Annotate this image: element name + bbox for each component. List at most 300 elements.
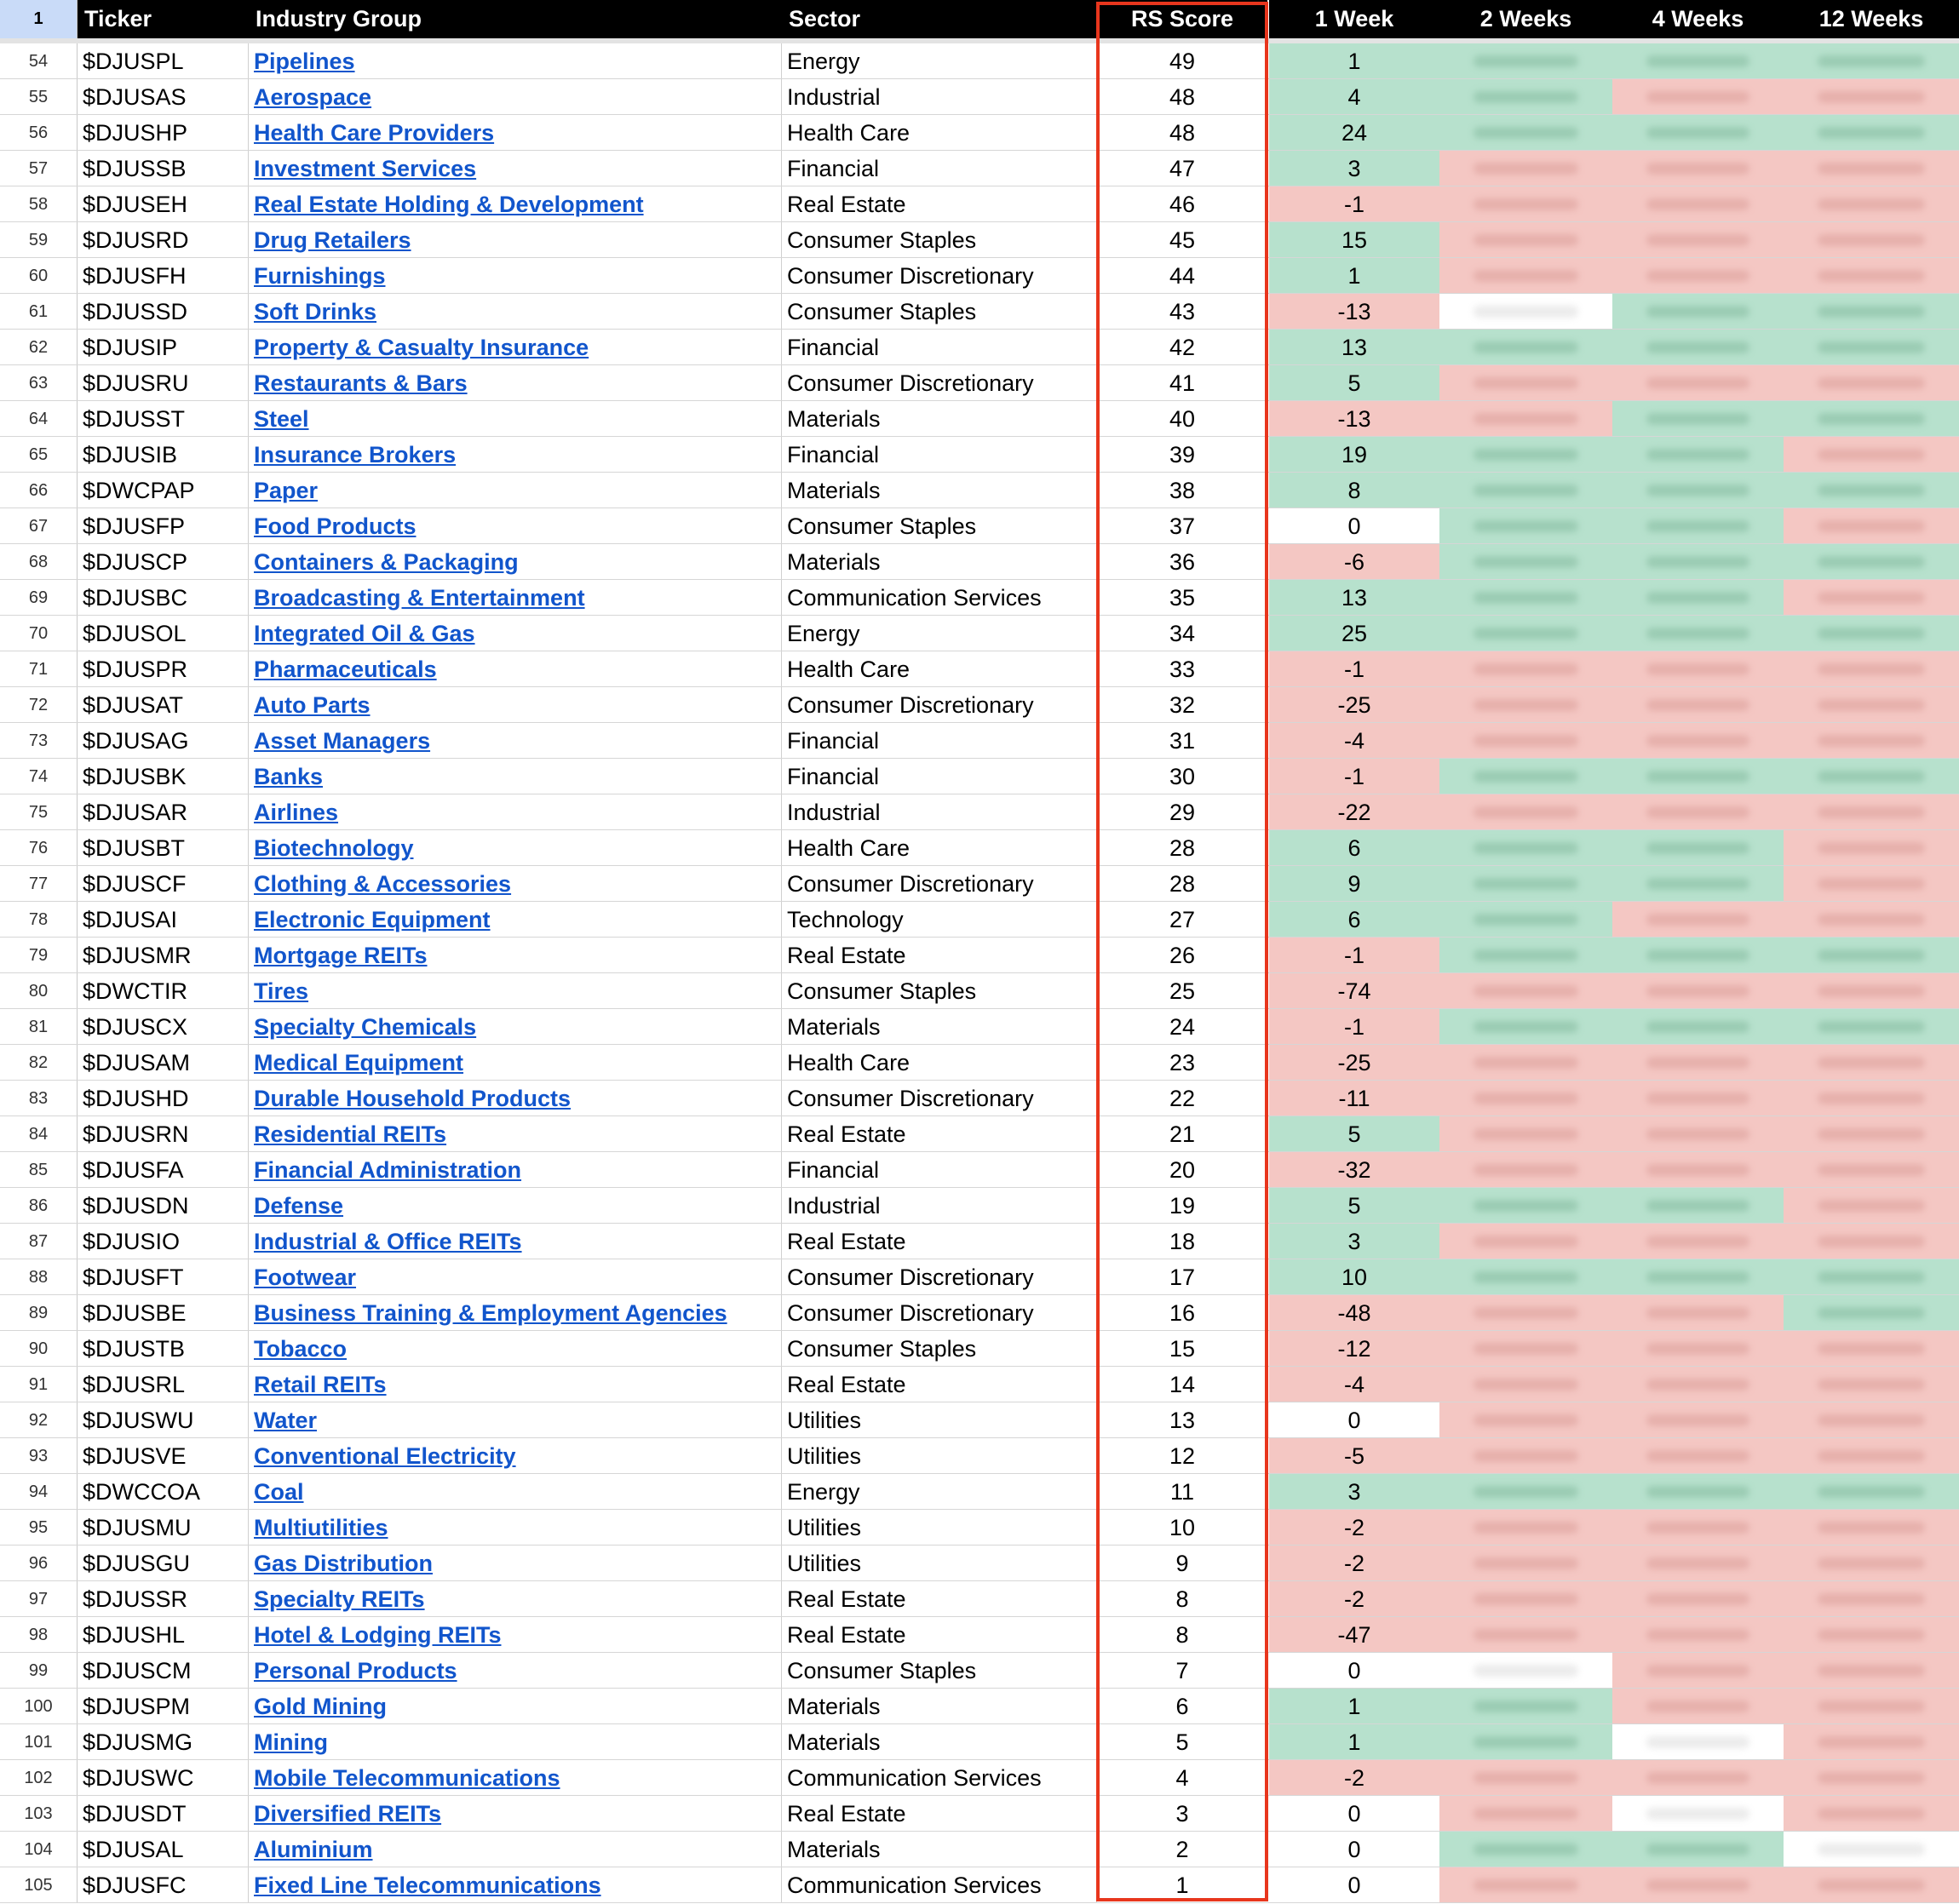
industry-group-cell[interactable] (249, 365, 782, 401)
weeks-2-cell[interactable] (1439, 1438, 1612, 1474)
sector-cell[interactable]: Utilities (782, 1402, 1097, 1438)
ticker-cell[interactable]: $DJUSMU (78, 1510, 249, 1546)
ticker-cell[interactable]: $DJUSIP (78, 330, 249, 365)
weeks-2-cell[interactable] (1439, 1331, 1612, 1367)
rs-score-cell[interactable]: 33 (1169, 657, 1196, 682)
weeks-2-cell[interactable] (1439, 473, 1612, 508)
rs-score-cell[interactable]: 28 (1169, 835, 1196, 861)
weeks-4-cell[interactable] (1612, 1832, 1784, 1867)
weeks-12-cell[interactable] (1784, 1045, 1959, 1081)
rs-score-cell[interactable]: 6 (1175, 1694, 1189, 1719)
weeks-4-cell[interactable] (1612, 401, 1784, 437)
weeks-4-cell[interactable] (1612, 1331, 1784, 1367)
week-1-cell[interactable]: -2 (1269, 1546, 1439, 1581)
rs-score-cell[interactable]: 25 (1169, 978, 1196, 1004)
week-1-cell[interactable]: 19 (1269, 437, 1439, 473)
row-number[interactable]: 67 (0, 508, 78, 544)
weeks-4-cell[interactable] (1612, 1009, 1784, 1045)
weeks-4-cell[interactable] (1612, 1867, 1784, 1903)
industry-group-cell[interactable] (249, 1188, 782, 1224)
rs-score-cell[interactable]: 3 (1175, 1801, 1189, 1827)
row-number[interactable]: 79 (0, 938, 78, 973)
ticker-cell[interactable]: $DJUSCP (78, 544, 249, 580)
industry-group-link[interactable]: Biotechnology (254, 835, 414, 861)
rs-score-cell[interactable]: 41 (1169, 370, 1196, 396)
weeks-2-cell[interactable] (1439, 79, 1612, 115)
rs-score-cell[interactable]: 40 (1169, 406, 1196, 432)
week-1-cell[interactable]: 25 (1269, 616, 1439, 651)
industry-group-link[interactable]: Aluminium (254, 1837, 373, 1862)
row-number[interactable]: 101 (0, 1724, 78, 1760)
week-1-cell[interactable]: 6 (1269, 830, 1439, 866)
weeks-12-cell[interactable] (1784, 186, 1959, 222)
week-1-cell[interactable]: -2 (1269, 1581, 1439, 1617)
rs-score-cell[interactable]: 43 (1169, 299, 1196, 324)
weeks-2-cell[interactable] (1439, 1546, 1612, 1581)
industry-group-link[interactable]: Aerospace (254, 84, 372, 110)
industry-group-cell[interactable] (249, 1474, 782, 1510)
industry-group-link[interactable]: Gold Mining (254, 1694, 387, 1719)
weeks-12-cell[interactable] (1784, 1867, 1959, 1903)
weeks-2-cell[interactable] (1439, 1832, 1612, 1867)
industry-group-link[interactable]: Investment Services (254, 156, 477, 181)
weeks-2-cell[interactable] (1439, 1367, 1612, 1402)
industry-group-cell[interactable] (249, 1796, 782, 1832)
ticker-cell[interactable]: $DJUSMG (78, 1724, 249, 1760)
week-1-cell[interactable]: 0 (1269, 1867, 1439, 1903)
weeks-4-cell[interactable] (1612, 1653, 1784, 1689)
industry-group-link[interactable]: Mortgage REITs (254, 943, 428, 968)
industry-group-cell[interactable] (249, 1617, 782, 1653)
sector-cell[interactable]: Consumer Staples (782, 508, 1097, 544)
row-number[interactable]: 81 (0, 1009, 78, 1045)
week-1-cell[interactable]: 3 (1269, 151, 1439, 186)
sector-cell[interactable]: Real Estate (782, 186, 1097, 222)
weeks-2-cell[interactable] (1439, 651, 1612, 687)
weeks-12-cell[interactable] (1784, 1081, 1959, 1116)
weeks-12-cell[interactable] (1784, 580, 1959, 616)
row-number[interactable]: 105 (0, 1867, 78, 1903)
ticker-cell[interactable]: $DJUSHD (78, 1081, 249, 1116)
ticker-cell[interactable]: $DJUSIB (78, 437, 249, 473)
row-number[interactable]: 75 (0, 794, 78, 830)
industry-group-link[interactable]: Multiutilities (254, 1515, 388, 1540)
rs-score-cell[interactable]: 10 (1169, 1515, 1196, 1540)
weeks-4-cell[interactable] (1612, 1402, 1784, 1438)
week-1-cell[interactable]: -25 (1269, 1045, 1439, 1081)
weeks-4-cell[interactable] (1612, 151, 1784, 186)
week-1-cell[interactable]: -1 (1269, 759, 1439, 794)
week-1-cell[interactable]: 0 (1269, 508, 1439, 544)
rs-score-cell[interactable]: 48 (1169, 120, 1196, 146)
weeks-2-cell[interactable] (1439, 1474, 1612, 1510)
week-1-cell[interactable]: -6 (1269, 544, 1439, 580)
weeks-12-cell[interactable] (1784, 365, 1959, 401)
ticker-cell[interactable]: $DJUSDT (78, 1796, 249, 1832)
weeks-2-cell[interactable] (1439, 687, 1612, 723)
industry-group-cell[interactable] (249, 544, 782, 580)
row-number[interactable]: 85 (0, 1152, 78, 1188)
industry-group-cell[interactable] (249, 79, 782, 115)
industry-group-link[interactable]: Personal Products (254, 1658, 457, 1683)
weeks-2-cell[interactable] (1439, 544, 1612, 580)
week-1-cell[interactable]: 1 (1269, 1724, 1439, 1760)
ticker-cell[interactable]: $DJUSAL (78, 1832, 249, 1867)
week-1-cell[interactable]: -4 (1269, 1367, 1439, 1402)
row-number[interactable]: 97 (0, 1581, 78, 1617)
column-header-12-weeks[interactable]: 12 Weeks (1784, 0, 1959, 38)
ticker-cell[interactable]: $DJUSTB (78, 1331, 249, 1367)
ticker-cell[interactable]: $DJUSBC (78, 580, 249, 616)
weeks-4-cell[interactable] (1612, 1760, 1784, 1796)
weeks-4-cell[interactable] (1612, 1474, 1784, 1510)
sector-cell[interactable]: Utilities (782, 1546, 1097, 1581)
ticker-cell[interactable]: $DJUSIO (78, 1224, 249, 1259)
ticker-cell[interactable]: $DJUSBK (78, 759, 249, 794)
weeks-12-cell[interactable] (1784, 1796, 1959, 1832)
ticker-cell[interactable]: $DJUSPL (78, 43, 249, 79)
weeks-12-cell[interactable] (1784, 151, 1959, 186)
row-number[interactable]: 80 (0, 973, 78, 1009)
row-number[interactable]: 72 (0, 687, 78, 723)
industry-group-link[interactable]: Pipelines (254, 49, 355, 74)
weeks-4-cell[interactable] (1612, 330, 1784, 365)
weeks-12-cell[interactable] (1784, 43, 1959, 79)
industry-group-cell[interactable] (249, 1116, 782, 1152)
industry-group-cell[interactable] (249, 651, 782, 687)
industry-group-link[interactable]: Coal (254, 1479, 304, 1505)
weeks-4-cell[interactable] (1612, 186, 1784, 222)
week-1-cell[interactable]: -22 (1269, 794, 1439, 830)
ticker-cell[interactable]: $DWCPAP (78, 473, 249, 508)
rs-score-cell[interactable]: 36 (1169, 549, 1196, 575)
sector-cell[interactable]: Consumer Discretionary (782, 258, 1097, 294)
sector-cell[interactable]: Communication Services (782, 580, 1097, 616)
industry-group-link[interactable]: Auto Parts (254, 692, 371, 718)
weeks-4-cell[interactable] (1612, 830, 1784, 866)
week-1-cell[interactable]: -32 (1269, 1152, 1439, 1188)
row-number[interactable]: 92 (0, 1402, 78, 1438)
rs-score-cell[interactable]: 30 (1169, 764, 1196, 789)
industry-group-cell[interactable] (249, 115, 782, 151)
weeks-4-cell[interactable] (1612, 723, 1784, 759)
weeks-4-cell[interactable] (1612, 973, 1784, 1009)
row-number[interactable]: 96 (0, 1546, 78, 1581)
ticker-cell[interactable]: $DJUSCX (78, 1009, 249, 1045)
week-1-cell[interactable]: 5 (1269, 365, 1439, 401)
weeks-4-cell[interactable] (1612, 1152, 1784, 1188)
weeks-4-cell[interactable] (1612, 866, 1784, 902)
sector-cell[interactable]: Consumer Staples (782, 1653, 1097, 1689)
row-number[interactable]: 66 (0, 473, 78, 508)
weeks-12-cell[interactable] (1784, 1653, 1959, 1689)
industry-group-link[interactable]: Mobile Telecommunications (254, 1765, 560, 1791)
weeks-12-cell[interactable] (1784, 222, 1959, 258)
sector-cell[interactable]: Health Care (782, 1045, 1097, 1081)
industry-group-link[interactable]: Tobacco (254, 1336, 348, 1362)
industry-group-link[interactable]: Retail REITs (254, 1372, 387, 1397)
week-1-cell[interactable]: 3 (1269, 1474, 1439, 1510)
sector-cell[interactable]: Health Care (782, 830, 1097, 866)
rs-score-cell[interactable]: 17 (1169, 1265, 1196, 1290)
weeks-2-cell[interactable] (1439, 115, 1612, 151)
industry-group-link[interactable]: Airlines (254, 800, 339, 825)
row-number[interactable]: 93 (0, 1438, 78, 1474)
row-number[interactable]: 82 (0, 1045, 78, 1081)
industry-group-link[interactable]: Residential REITs (254, 1121, 447, 1147)
weeks-4-cell[interactable] (1612, 294, 1784, 330)
industry-group-link[interactable]: Durable Household Products (254, 1086, 572, 1111)
week-1-cell[interactable]: 4 (1269, 79, 1439, 115)
ticker-cell[interactable]: $DJUSSB (78, 151, 249, 186)
weeks-2-cell[interactable] (1439, 1760, 1612, 1796)
industry-group-cell[interactable] (249, 1045, 782, 1081)
industry-group-cell[interactable] (249, 830, 782, 866)
weeks-2-cell[interactable] (1439, 1689, 1612, 1724)
rs-score-cell[interactable]: 31 (1169, 728, 1196, 754)
week-1-cell[interactable]: -1 (1269, 651, 1439, 687)
sector-cell[interactable]: Real Estate (782, 1224, 1097, 1259)
rs-score-cell[interactable]: 20 (1169, 1157, 1196, 1183)
industry-group-link[interactable]: Health Care Providers (254, 120, 495, 146)
week-1-cell[interactable]: 1 (1269, 1689, 1439, 1724)
row-number[interactable]: 68 (0, 544, 78, 580)
industry-group-link[interactable]: Industrial & Office REITs (254, 1229, 522, 1254)
ticker-cell[interactable]: $DJUSCM (78, 1653, 249, 1689)
weeks-12-cell[interactable] (1784, 79, 1959, 115)
rs-score-cell[interactable]: 23 (1169, 1050, 1196, 1075)
sector-cell[interactable]: Consumer Staples (782, 294, 1097, 330)
weeks-12-cell[interactable] (1784, 1617, 1959, 1653)
week-1-cell[interactable]: 5 (1269, 1188, 1439, 1224)
ticker-cell[interactable]: $DJUSHL (78, 1617, 249, 1653)
sector-cell[interactable]: Materials (782, 1724, 1097, 1760)
industry-group-link[interactable]: Specialty Chemicals (254, 1014, 477, 1040)
weeks-12-cell[interactable] (1784, 1009, 1959, 1045)
rs-score-cell[interactable]: 35 (1169, 585, 1196, 611)
industry-group-cell[interactable] (249, 866, 782, 902)
weeks-4-cell[interactable] (1612, 1259, 1784, 1295)
weeks-12-cell[interactable] (1784, 401, 1959, 437)
industry-group-cell[interactable] (249, 222, 782, 258)
sector-cell[interactable]: Consumer Discretionary (782, 1259, 1097, 1295)
week-1-cell[interactable]: 24 (1269, 115, 1439, 151)
ticker-cell[interactable]: $DJUSDN (78, 1188, 249, 1224)
weeks-4-cell[interactable] (1612, 1438, 1784, 1474)
week-1-cell[interactable]: -5 (1269, 1438, 1439, 1474)
week-1-cell[interactable]: -13 (1269, 401, 1439, 437)
industry-group-link[interactable]: Specialty REITs (254, 1586, 425, 1612)
industry-group-cell[interactable] (249, 1295, 782, 1331)
industry-group-cell[interactable] (249, 1152, 782, 1188)
ticker-cell[interactable]: $DJUSWU (78, 1402, 249, 1438)
ticker-cell[interactable]: $DJUSBT (78, 830, 249, 866)
row-number[interactable]: 63 (0, 365, 78, 401)
week-1-cell[interactable]: -1 (1269, 1009, 1439, 1045)
sector-cell[interactable]: Real Estate (782, 1116, 1097, 1152)
weeks-4-cell[interactable] (1612, 1796, 1784, 1832)
weeks-2-cell[interactable] (1439, 723, 1612, 759)
weeks-4-cell[interactable] (1612, 1081, 1784, 1116)
weeks-4-cell[interactable] (1612, 1581, 1784, 1617)
rs-score-cell[interactable]: 4 (1175, 1765, 1189, 1791)
column-header-4-weeks[interactable]: 4 Weeks (1612, 0, 1784, 38)
sector-cell[interactable]: Consumer Staples (782, 973, 1097, 1009)
industry-group-link[interactable]: Paper (254, 478, 319, 503)
row-number[interactable]: 54 (0, 43, 78, 79)
weeks-4-cell[interactable] (1612, 43, 1784, 79)
weeks-12-cell[interactable] (1784, 1510, 1959, 1546)
weeks-4-cell[interactable] (1612, 902, 1784, 938)
sector-cell[interactable]: Technology (782, 902, 1097, 938)
sector-cell[interactable]: Consumer Discretionary (782, 866, 1097, 902)
industry-group-link[interactable]: Defense (254, 1193, 344, 1219)
weeks-12-cell[interactable] (1784, 1438, 1959, 1474)
weeks-2-cell[interactable] (1439, 938, 1612, 973)
industry-group-link[interactable]: Water (254, 1408, 318, 1433)
weeks-12-cell[interactable] (1784, 866, 1959, 902)
row-number[interactable]: 62 (0, 330, 78, 365)
weeks-12-cell[interactable] (1784, 1581, 1959, 1617)
week-1-cell[interactable]: 13 (1269, 580, 1439, 616)
sector-cell[interactable]: Industrial (782, 1188, 1097, 1224)
sector-cell[interactable]: Utilities (782, 1510, 1097, 1546)
weeks-4-cell[interactable] (1612, 1188, 1784, 1224)
weeks-12-cell[interactable] (1784, 902, 1959, 938)
industry-group-link[interactable]: Gas Distribution (254, 1551, 434, 1576)
rs-score-cell[interactable]: 45 (1169, 227, 1196, 253)
weeks-4-cell[interactable] (1612, 508, 1784, 544)
weeks-4-cell[interactable] (1612, 938, 1784, 973)
sector-cell[interactable]: Real Estate (782, 1581, 1097, 1617)
industry-group-cell[interactable] (249, 1724, 782, 1760)
weeks-2-cell[interactable] (1439, 580, 1612, 616)
industry-group-link[interactable]: Tires (254, 978, 309, 1004)
weeks-2-cell[interactable] (1439, 1116, 1612, 1152)
sector-cell[interactable]: Consumer Discretionary (782, 365, 1097, 401)
rs-score-cell[interactable]: 1 (1175, 1872, 1189, 1898)
ticker-cell[interactable]: $DJUSRD (78, 222, 249, 258)
ticker-cell[interactable]: $DJUSCF (78, 866, 249, 902)
ticker-cell[interactable]: $DJUSEH (78, 186, 249, 222)
week-1-cell[interactable]: -25 (1269, 687, 1439, 723)
row-number[interactable]: 78 (0, 902, 78, 938)
sector-cell[interactable]: Financial (782, 330, 1097, 365)
sector-cell[interactable]: Financial (782, 1152, 1097, 1188)
weeks-12-cell[interactable] (1784, 1689, 1959, 1724)
ticker-cell[interactable]: $DJUSRU (78, 365, 249, 401)
rs-score-cell[interactable]: 49 (1169, 49, 1196, 74)
rs-score-cell[interactable]: 14 (1169, 1372, 1196, 1397)
rs-score-cell[interactable]: 38 (1169, 478, 1196, 503)
week-1-cell[interactable]: -1 (1269, 186, 1439, 222)
sector-cell[interactable]: Materials (782, 544, 1097, 580)
weeks-2-cell[interactable] (1439, 1081, 1612, 1116)
weeks-12-cell[interactable] (1784, 473, 1959, 508)
industry-group-cell[interactable] (249, 1546, 782, 1581)
industry-group-cell[interactable] (249, 473, 782, 508)
row-number[interactable]: 71 (0, 651, 78, 687)
weeks-4-cell[interactable] (1612, 544, 1784, 580)
ticker-cell[interactable]: $DJUSAS (78, 79, 249, 115)
week-1-cell[interactable]: -11 (1269, 1081, 1439, 1116)
rs-score-cell[interactable]: 12 (1169, 1443, 1196, 1469)
week-1-cell[interactable]: 1 (1269, 43, 1439, 79)
ticker-cell[interactable]: $DJUSFT (78, 1259, 249, 1295)
rs-score-cell[interactable]: 26 (1169, 943, 1196, 968)
weeks-4-cell[interactable] (1612, 616, 1784, 651)
weeks-2-cell[interactable] (1439, 866, 1612, 902)
weeks-2-cell[interactable] (1439, 151, 1612, 186)
row-number[interactable]: 100 (0, 1689, 78, 1724)
week-1-cell[interactable]: -2 (1269, 1760, 1439, 1796)
industry-group-cell[interactable] (249, 294, 782, 330)
weeks-2-cell[interactable] (1439, 1402, 1612, 1438)
row-number[interactable]: 87 (0, 1224, 78, 1259)
industry-group-link[interactable]: Containers & Packaging (254, 549, 519, 575)
weeks-12-cell[interactable] (1784, 1224, 1959, 1259)
weeks-12-cell[interactable] (1784, 1546, 1959, 1581)
industry-group-cell[interactable] (249, 1402, 782, 1438)
rs-score-cell[interactable]: 18 (1169, 1229, 1196, 1254)
row-number[interactable]: 90 (0, 1331, 78, 1367)
industry-group-cell[interactable] (249, 258, 782, 294)
weeks-4-cell[interactable] (1612, 687, 1784, 723)
week-1-cell[interactable]: 10 (1269, 1259, 1439, 1295)
sector-cell[interactable]: Energy (782, 1474, 1097, 1510)
week-1-cell[interactable]: -12 (1269, 1331, 1439, 1367)
rs-score-cell[interactable]: 42 (1169, 335, 1196, 360)
weeks-2-cell[interactable] (1439, 902, 1612, 938)
industry-group-cell[interactable] (249, 938, 782, 973)
row-number[interactable]: 89 (0, 1295, 78, 1331)
industry-group-link[interactable]: Soft Drinks (254, 299, 377, 324)
week-1-cell[interactable]: 8 (1269, 473, 1439, 508)
weeks-4-cell[interactable] (1612, 1116, 1784, 1152)
weeks-4-cell[interactable] (1612, 115, 1784, 151)
rs-score-cell[interactable]: 34 (1169, 621, 1196, 646)
industry-group-cell[interactable] (249, 151, 782, 186)
row-number[interactable]: 69 (0, 580, 78, 616)
weeks-4-cell[interactable] (1612, 580, 1784, 616)
industry-group-link[interactable]: Insurance Brokers (254, 442, 457, 467)
weeks-2-cell[interactable] (1439, 43, 1612, 79)
industry-group-cell[interactable] (249, 1259, 782, 1295)
column-header-1-week[interactable]: 1 Week (1269, 0, 1439, 38)
rs-score-cell[interactable]: 5 (1175, 1729, 1189, 1755)
ticker-cell[interactable]: $DJUSAI (78, 902, 249, 938)
weeks-12-cell[interactable] (1784, 616, 1959, 651)
sector-cell[interactable]: Health Care (782, 115, 1097, 151)
week-1-cell[interactable]: -48 (1269, 1295, 1439, 1331)
sector-cell[interactable]: Communication Services (782, 1760, 1097, 1796)
row-number[interactable]: 56 (0, 115, 78, 151)
ticker-cell[interactable]: $DJUSAR (78, 794, 249, 830)
rs-score-cell[interactable]: 32 (1169, 692, 1196, 718)
weeks-2-cell[interactable] (1439, 330, 1612, 365)
industry-group-cell[interactable] (249, 1832, 782, 1867)
column-header-sector[interactable]: Sector (782, 0, 1097, 38)
weeks-2-cell[interactable] (1439, 1653, 1612, 1689)
weeks-4-cell[interactable] (1612, 759, 1784, 794)
sector-cell[interactable]: Consumer Discretionary (782, 687, 1097, 723)
week-1-cell[interactable]: -47 (1269, 1617, 1439, 1653)
industry-group-cell[interactable] (249, 1867, 782, 1903)
row-number[interactable]: 57 (0, 151, 78, 186)
industry-group-link[interactable]: Food Products (254, 513, 417, 539)
week-1-cell[interactable]: -2 (1269, 1510, 1439, 1546)
weeks-4-cell[interactable] (1612, 1617, 1784, 1653)
